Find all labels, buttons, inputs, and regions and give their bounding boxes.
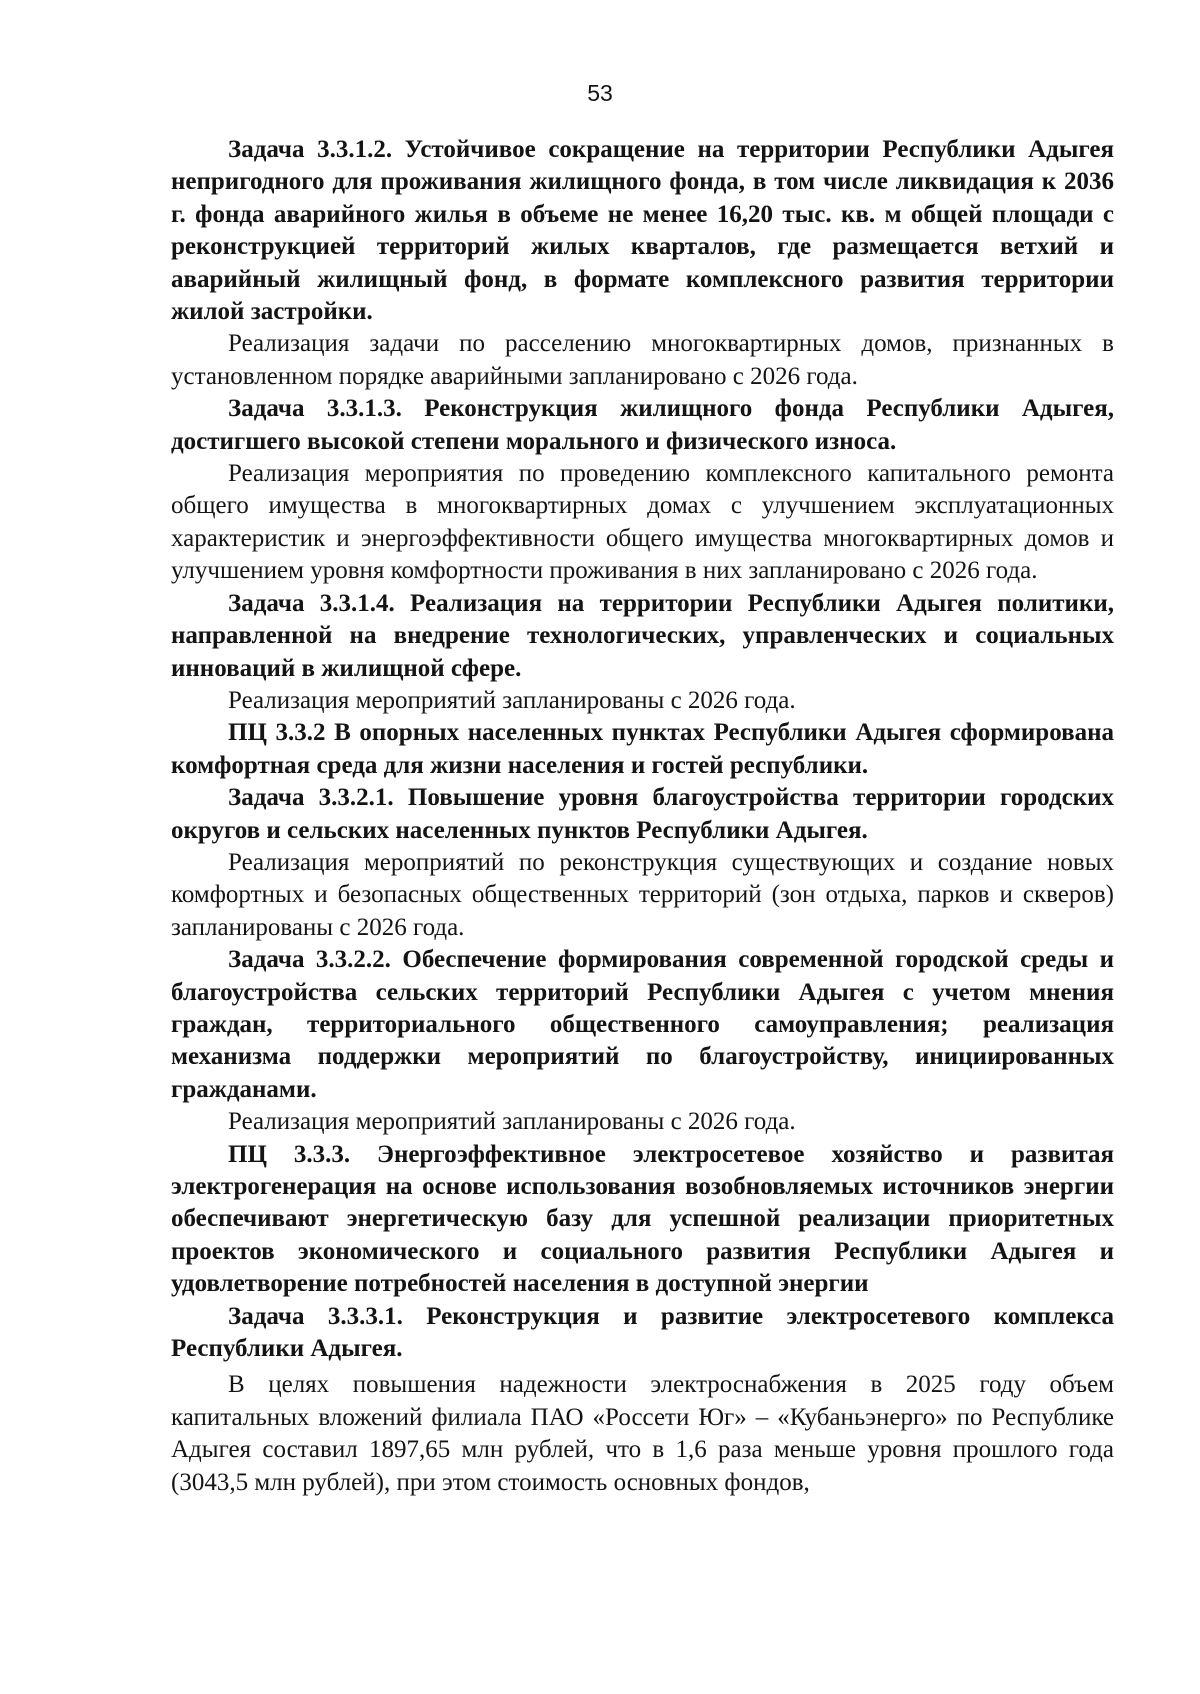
document-body bbox=[171, 134, 1114, 1499]
body-paragraph: Реализация мероприятий запланированы с 2026 года. bbox=[228, 686, 796, 714]
task-heading-3-3-3-1: Задача 3.3.3.1. Реконструкция и развитие электросетевого комплекса Республики Адыгея. bbox=[171, 1302, 1114, 1363]
task-heading-3-3-1-2: Задача 3.3.1.2. Устойчивое сокращение на территории Республики Адыгея непригодного для проживания жилищного фонда, в том числе ликвидация к 2036 г. фонда аварийного жилья в объеме не менее 16,20 тыс. кв. м общей площади с реконструкцией территорий жилых кварталов, где размещается ветхий и аварийный жилищный фонд, в формате комплексного развития территории жилой застройки. bbox=[171, 136, 1114, 326]
body-paragraph: Реализация мероприятий по реконструкция существующих и создание новых комфортных и безопасных общественных территорий (зон отдыха, парков и скверов) запланированы с 2026 года. bbox=[171, 848, 1114, 941]
task-heading-3-3-1-3: Задача 3.3.1.3. Реконструкция жилищного фонда Республики Адыгея, достигшего высокой степени морального и физического износа. bbox=[171, 395, 1114, 455]
page-number: 53 bbox=[587, 80, 613, 106]
task-heading-3-3-1-4: Задача 3.3.1.4. Реализация на территории Республики Адыгея политики, направленной на внедрение технологических, управленческих и социальных инноваций в жилищной сфере. bbox=[171, 589, 1114, 682]
body-paragraph: В целях повышения надежности электроснабжения в 2025 году объем капитальных вложений филиала ПАО «Россети Юг» – «Кубаньэнерго» по Республике Адыгея составил 1897,65 млн рублей, что в 1,6 раза меньше уровня прошлого года (3043,5 млн рублей), при этом стоимость основных фондов, bbox=[171, 1371, 1114, 1496]
body-paragraph: Реализация задачи по расселению многоквартирных домов, признанных в установленном порядке аварийными запланировано с 2026 года. bbox=[171, 330, 1114, 390]
task-heading-3-3-2-2: Задача 3.3.2.2. Обеспечение формирования современной городской среды и благоустройства сельских территорий Республики Адыгея с учетом мнения граждан, территориального общественного самоуправления; реализация механизма поддержки мероприятий по благоустройству, инициированных гражданами. bbox=[171, 946, 1114, 1103]
body-paragraph: Реализация мероприятий запланированы с 2026 года. bbox=[228, 1108, 796, 1136]
body-paragraph: Реализация мероприятия по проведению комплексного капитального ремонта общего имущества в многоквартирных домах с улучшением эксплуатационных характеристик и энергоэффективности общего имущества многоквартирных домов и улучшением уровня комфортности проживания в них запланировано с 2026 года. bbox=[171, 460, 1114, 585]
task-heading-3-3-2-1: Задача 3.3.2.1. Повышение уровня благоустройства территории городских округов и сельских населенных пунктов Республики Адыгея. bbox=[171, 784, 1114, 844]
program-goal-heading-3-3-2: ПЦ 3.3.2 В опорных населенных пунктах Республики Адыгея сформирована комфортная среда для жизни населения и гостей республики. bbox=[171, 719, 1114, 779]
program-goal-heading-3-3-3: ПЦ 3.3.3. Энергоэффективное электросетевое хозяйство и развитая электрогенерация на основе использования возобновляемых источников энергии обеспечивают энергетическую базу для успешной реализации приоритетных проектов экономического и социального развития Республики Адыгея и удовлетворение потребностей населения в доступной энергии bbox=[171, 1140, 1114, 1298]
